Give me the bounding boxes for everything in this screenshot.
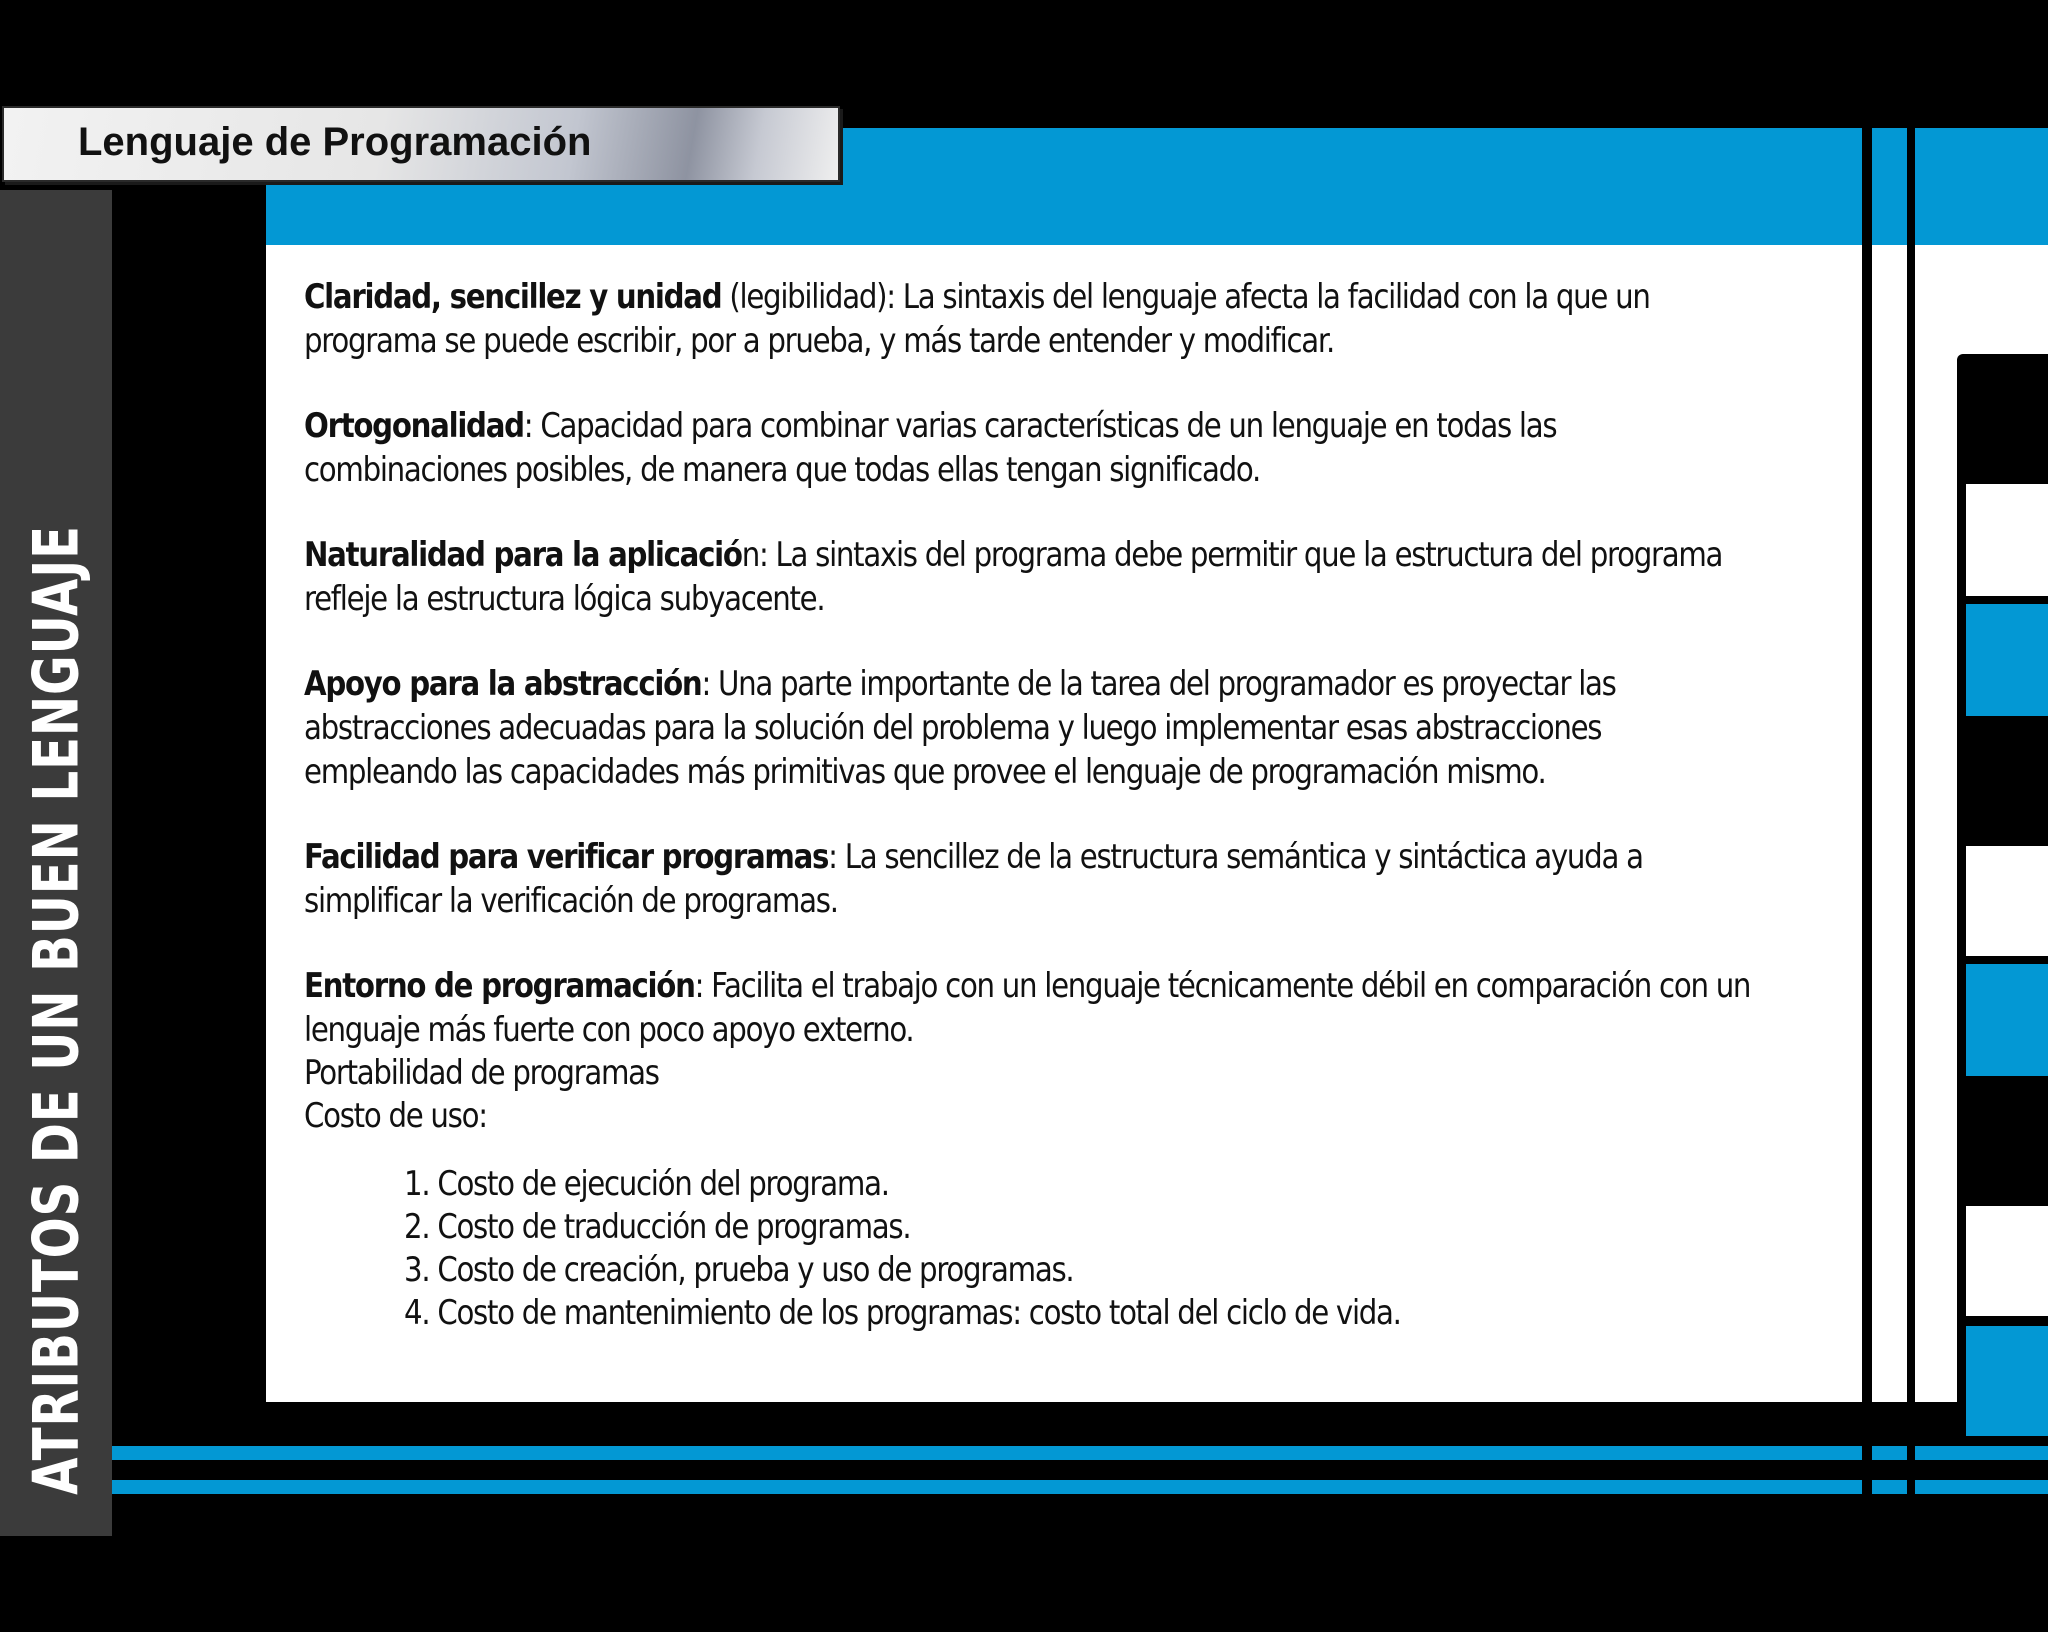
- attribute-text: : Una parte importante de la tarea del programador es proyectar las: [701, 664, 1616, 704]
- title-bar: [2, 106, 840, 182]
- attribute-term: Naturalidad para la aplicació: [304, 535, 742, 575]
- attribute-text: programa se puede escribir, por a prueba, y más tarde entender y modificar.: [304, 321, 1334, 361]
- side-panel: [0, 190, 112, 1536]
- attribute-paragraph: [304, 964, 1818, 1052]
- right-block-blue-3: [1966, 1326, 2048, 1436]
- attribute-text: lenguaje más fuerte con poco apoyo externo.: [304, 1010, 914, 1050]
- attribute-text: combinaciones posibles, de manera que todas ellas tengan significado.: [304, 450, 1260, 490]
- attribute-paragraph: [304, 835, 1818, 923]
- attribute-paragraph: [304, 533, 1818, 621]
- content-body: [304, 275, 1844, 1335]
- attribute-text: simplificar la verificación de programas.: [304, 881, 838, 921]
- attribute-term: Claridad, sencillez y unidad: [304, 277, 722, 317]
- attribute-paragraph: [304, 275, 1818, 363]
- right-block-blue-1: [1966, 604, 2048, 716]
- extra-line-portability: Portabilidad de programas: [304, 1053, 659, 1093]
- attribute-term: Entorno de programación: [304, 966, 695, 1006]
- page-title: Lenguaje de Programación: [78, 120, 592, 164]
- bottom-divider-1: [1862, 1440, 1872, 1500]
- attribute-text: (legibilidad): La sintaxis del lenguaje afecta la facilidad con la que un: [721, 277, 1650, 317]
- bottom-stripe-1: [0, 1446, 2048, 1460]
- cost-item: 3. Costo de creación, prueba y uso de programas.: [404, 1250, 1074, 1290]
- attribute-term: Apoyo para la abstracción: [304, 664, 702, 704]
- side-vertical-title-text: ATRIBUTOS DE UN BUEN LENGUAJE: [19, 525, 93, 1495]
- attribute-paragraph: [304, 404, 1818, 492]
- right-block-white-1: [1966, 484, 2048, 596]
- attribute-text: : Facilita el trabajo con un lenguaje técnicamente débil en comparación con un: [694, 966, 1751, 1006]
- cost-item: 1. Costo de ejecución del programa.: [404, 1164, 889, 1204]
- attribute-text: refleje la estructura lógica subyacente.: [304, 579, 825, 619]
- attribute-paragraph: [304, 662, 1818, 794]
- attribute-term: Facilidad para verificar programas: [304, 837, 829, 877]
- cost-item: 4. Costo de mantenimiento de los programas: costo total del ciclo de vida.: [404, 1293, 1401, 1333]
- attribute-text: n: La sintaxis del programa debe permitir que la estructura del programa: [741, 535, 1723, 575]
- content-panel: [266, 245, 1862, 1402]
- bottom-divider-2: [1907, 1440, 1915, 1500]
- cost-list: [304, 1163, 1844, 1335]
- right-block-white-2: [1966, 846, 2048, 956]
- extra-line-cost: Costo de uso:: [304, 1096, 487, 1136]
- side-vertical-title: [20, 388, 93, 1631]
- vertical-divider-5: [1862, 245, 1872, 1402]
- cost-item: 2. Costo de traducción de programas.: [404, 1207, 911, 1247]
- attribute-text: empleando las capacidades más primitivas que provee el lenguaje de programación mismo.: [304, 752, 1546, 792]
- right-block-white-3: [1966, 1206, 2048, 1316]
- vertical-divider-4: [1907, 245, 1915, 1402]
- bottom-stripe-2: [0, 1480, 2048, 1494]
- right-block-blue-2: [1966, 964, 2048, 1076]
- attribute-text: : La sencillez de la estructura semántica y sintáctica ayuda a: [828, 837, 1643, 877]
- attribute-text: abstracciones adecuadas para la solución del problema y luego implementar esas abstracciones: [304, 708, 1602, 748]
- attribute-text: : Capacidad para combinar varias características de un lenguaje en todas las: [523, 406, 1557, 446]
- attribute-term: Ortogonalidad: [304, 406, 524, 446]
